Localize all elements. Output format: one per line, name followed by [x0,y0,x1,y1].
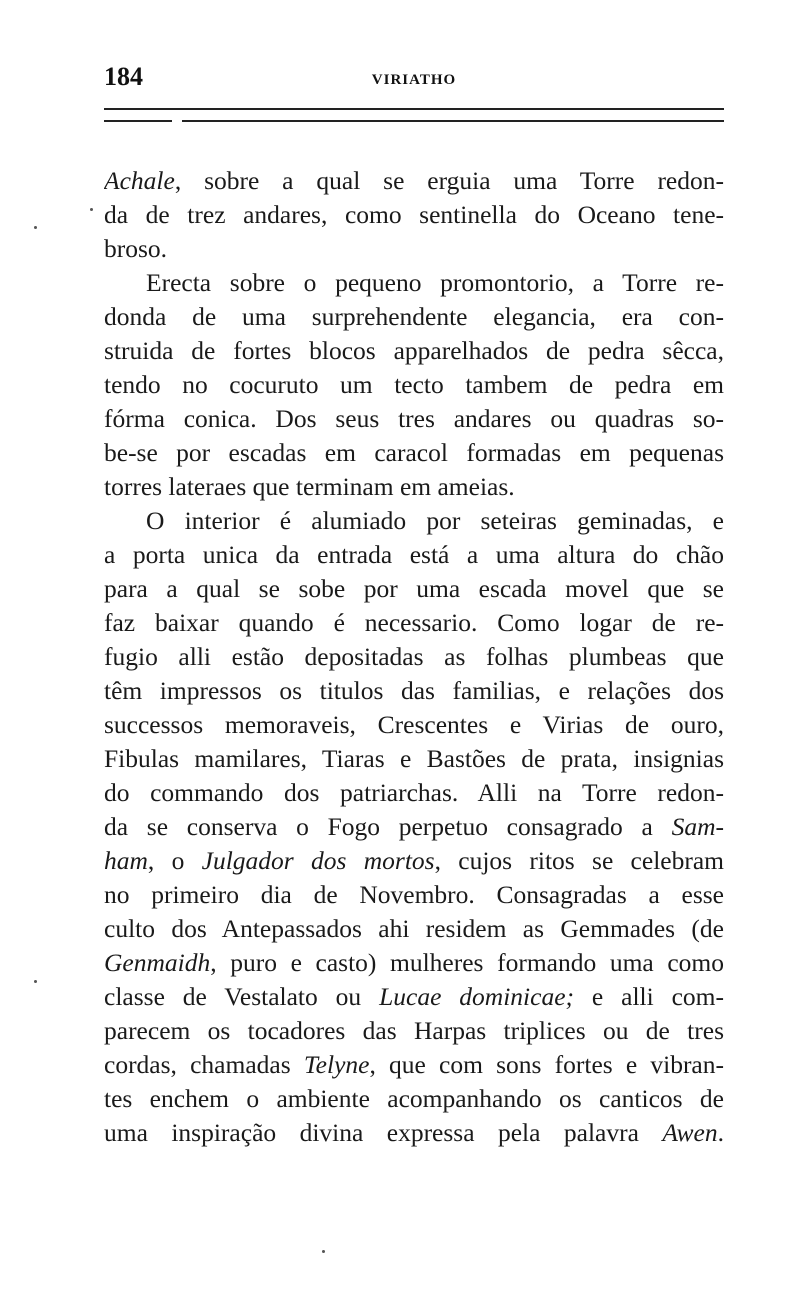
text-line [104,810,724,844]
text-line [104,1116,724,1150]
print-speck [322,1250,325,1253]
header-rule-top [104,108,724,110]
text-line [104,334,724,368]
print-speck [34,226,37,229]
text-run: be-se por escadas em caracol formadas em pequenas [104,438,724,467]
text-line [104,470,724,504]
text-run: Fibulas mamilares, Tiaras e Bastões de prata, insignias [104,744,724,773]
text-run: culto dos Antepassados ahi residem as Gemmades (de [104,914,724,943]
italic-term: Telyne [303,1050,370,1079]
text-line [104,1082,724,1116]
text-run: O interior é alumiado por seteiras geminadas, e [146,506,724,535]
text-run: , puro e casto) mulheres formando uma como [210,948,724,977]
text-line [104,606,724,640]
text-line [104,572,724,606]
text-run: faz baixar quando é necessario. Como logar de re- [104,608,724,637]
text-run: para a qual se sobe por uma escada movel que se [104,574,724,603]
italic-term: Genmaidh [104,948,211,977]
text-line [104,164,724,198]
italic-term: ham [104,846,148,875]
text-run: successos memoraveis, Crescentes e Virias de ouro, [104,710,724,739]
print-speck [90,208,93,211]
text-run: têm impressos os titulos das familias, e relações dos [104,676,724,705]
text-line [104,708,724,742]
text-run: donda de uma surprehendente elegancia, era con- [104,302,724,331]
header-rule-bottom [104,120,724,122]
running-head [104,62,724,102]
text-line [104,776,724,810]
text-run: . [717,1118,724,1147]
text-line [104,946,724,980]
text-line [104,538,724,572]
text-run: torres lateraes que terminam em ameias. [104,472,515,501]
text-line [104,742,724,776]
print-speck [34,980,37,983]
text-run: struida de fortes blocos apparelhados de pedra sêcca, [104,336,724,365]
text-run: cordas, chamadas [104,1050,304,1079]
text-run: e alli com- [574,982,724,1011]
text-run: , o [147,846,202,875]
text-line [104,198,724,232]
text-run: classe de Vestalato ou [104,982,380,1011]
page-number: 184 [104,62,143,91]
text-run: tendo no cocuruto um tecto tambem de pedra em [104,370,724,399]
body-text [104,164,724,1150]
text-line [104,402,724,436]
text-run: da de trez andares, como sentinella do Oceano tene- [104,200,724,229]
text-run: tes enchem o ambiente acompanhando os canticos de [104,1084,724,1113]
text-line [104,436,724,470]
text-run: broso. [104,234,168,263]
italic-term: Achale [104,166,175,195]
text-line [104,640,724,674]
text-run: uma inspiração divina expressa pela palavra [104,1118,663,1147]
text-line [104,1014,724,1048]
text-line [104,844,724,878]
text-run: fórma conica. Dos seus tres andares ou quadras so- [104,404,724,433]
running-title: VIRIATHO [371,72,457,88]
text-line [104,266,724,300]
italic-term: Lucae dominicae; [379,982,575,1011]
text-run: parecem os tocadores das Harpas triplices ou de tres [104,1016,724,1045]
text-run: do commando dos patriarchas. Alli na Torre redon- [104,778,724,807]
text-line [104,368,724,402]
text-run: , cujos ritos se celebram [434,846,724,875]
text-run: a porta unica da entrada está a uma altura do chão [104,540,724,569]
text-line [104,912,724,946]
text-line [104,300,724,334]
text-line [104,232,724,266]
italic-term: Julgador dos mortos [201,846,435,875]
italic-term: Awen [662,1118,718,1147]
text-run: Erecta sobre o pequeno promontorio, a Torre re- [146,268,724,297]
text-line [104,674,724,708]
text-run: no primeiro dia de Novembro. Consagradas a esse [104,880,724,909]
text-run: fugio alli estão depositadas as folhas plumbeas que [104,642,724,671]
text-run: da se conserva o Fogo perpetuo consagrado a [104,812,672,841]
text-run: , sobre a qual se erguia uma Torre redon- [174,166,724,195]
italic-term: Sam- [671,812,724,841]
text-line [104,980,724,1014]
text-line [104,878,724,912]
text-run: , que com sons fortes e vibran- [369,1050,724,1079]
text-line [104,1048,724,1082]
text-line [104,504,724,538]
